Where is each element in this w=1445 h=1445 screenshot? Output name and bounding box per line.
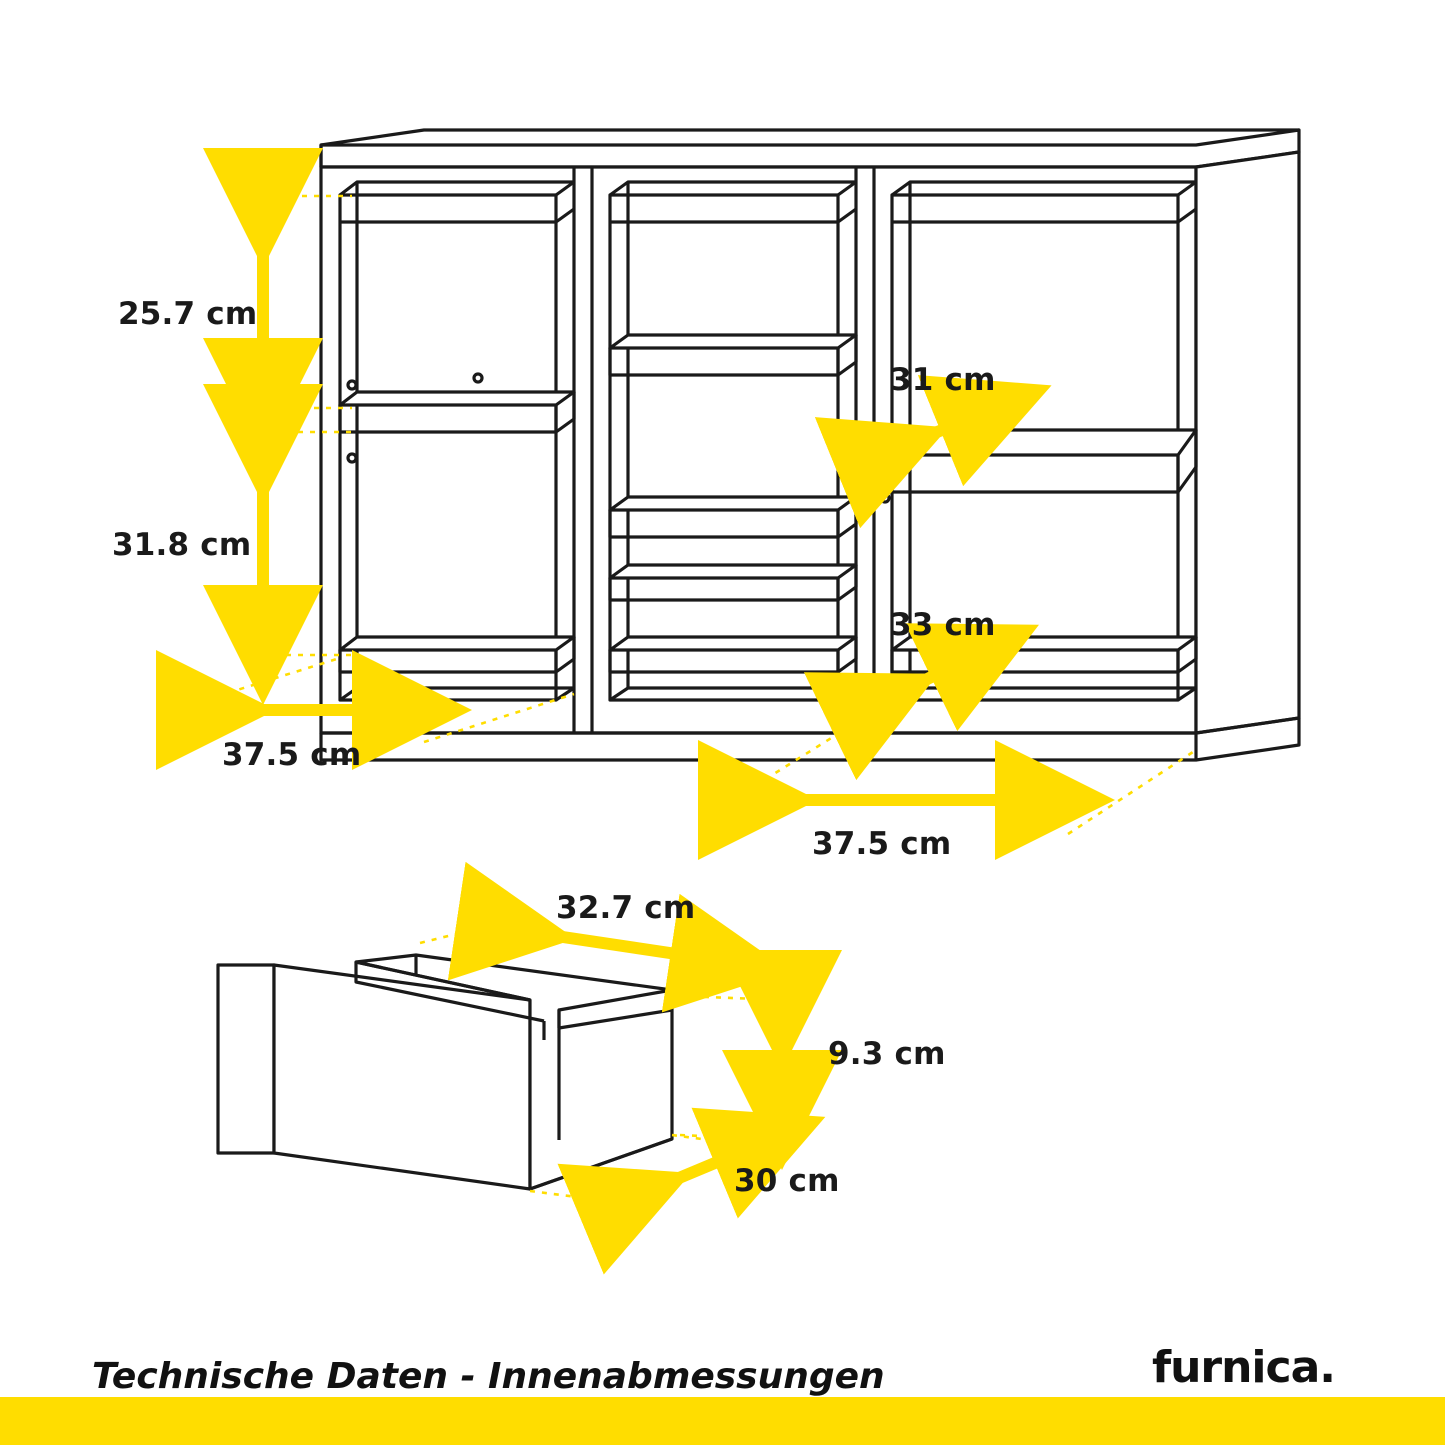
drawer-outline [218, 955, 672, 1189]
footer-title: Technische Daten - Innenabmessungen [92, 1356, 885, 1397]
brand-logo: furnica. [1151, 1342, 1335, 1393]
footer-bar [0, 1397, 1445, 1445]
dimension-label-37-5-right: 37.5 cm [812, 826, 952, 862]
dimension-label-33: 33 cm [890, 607, 996, 643]
dimension-label-31-8: 31.8 cm [112, 527, 252, 563]
dimension-label-37-5-left: 37.5 cm [222, 737, 362, 773]
dimension-label-9-3: 9.3 cm [828, 1036, 946, 1072]
dimension-label-32-7: 32.7 cm [556, 890, 696, 926]
dim-arrow-32-7 [516, 930, 730, 962]
dimension-label-30: 30 cm [734, 1163, 840, 1199]
dimension-label-31: 31 cm [890, 362, 996, 398]
dimension-label-25-7: 25.7 cm [118, 296, 258, 332]
cabinet-outline [321, 130, 1299, 760]
